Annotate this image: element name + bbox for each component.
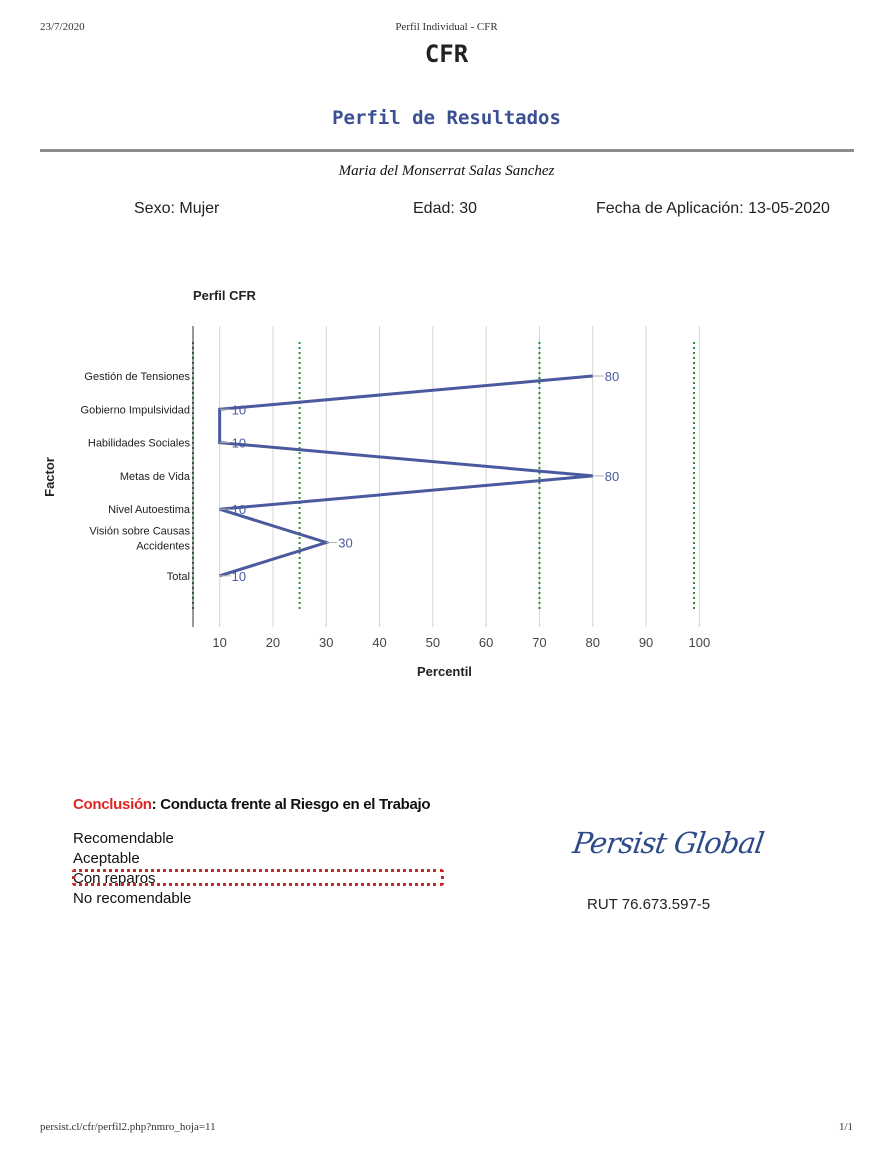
x-tick-label-30: 30: [319, 635, 334, 650]
option-aceptable: Aceptable: [73, 850, 140, 867]
chart-category-labels: [81, 371, 191, 583]
x-tick-label-90: 90: [638, 635, 654, 650]
x-tick-label-100: 100: [688, 635, 711, 650]
category-label-gobierno-impulsividad: Gobierno Impulsividad: [80, 404, 190, 417]
data-label-gestion-de-tensiones: 80: [604, 369, 620, 384]
category-label-vision-sobre-causas-accidentes: Visión sobre Causas Accidentes: [89, 525, 190, 553]
company-logo: Persist Global: [570, 826, 766, 860]
x-tick-label-20: 20: [265, 635, 281, 650]
option-con-reparos: Con reparos: [73, 869, 191, 889]
data-label-gobierno-impulsividad: 10: [231, 402, 247, 418]
category-label-total: Total: [166, 570, 190, 583]
conclusion-heading: [73, 796, 430, 813]
chart-grid: [220, 326, 700, 627]
conclusion-options: [73, 829, 191, 909]
category-label-habilidades-sociales: Habilidades Sociales: [87, 437, 190, 450]
company-rut: RUT 76.673.597-5: [587, 896, 711, 913]
x-tick-label-80: 80: [585, 635, 600, 650]
category-label-gestion-de-tensiones: Gestión de Tensiones: [84, 371, 190, 383]
chart-title: Perfil CFR: [193, 288, 256, 303]
x-tick-label-60: 60: [478, 635, 494, 650]
option-recomendable: Recomendable: [73, 830, 174, 847]
data-label-nivel-autoestima: 10: [231, 502, 247, 518]
chart-x-ticks: [212, 635, 710, 650]
print-date: 23/7/2020: [40, 21, 85, 33]
print-page-title: Perfil Individual - CFR: [395, 21, 498, 33]
conclusion-label: Conclusión: [73, 796, 152, 813]
section-title: Perfil de Resultados: [332, 107, 561, 129]
category-label-metas-de-vida: Metas de Vida: [119, 470, 190, 483]
chart-xlabel: Percentil: [417, 664, 472, 679]
print-page-number: 1/1: [839, 1121, 854, 1133]
print-url: persist.cl/cfr/perfil2.php?nmro_hoja=11: [40, 1121, 216, 1133]
application-date-field: Fecha de Aplicación: 13-05-2020: [596, 200, 830, 217]
sex-field: Sexo: Mujer: [134, 200, 220, 217]
chart-series: [220, 369, 620, 584]
option-no-recomendable: No recomendable: [73, 890, 192, 907]
conclusion-text: : Conducta frente al Riesgo en el Trabajo: [151, 796, 431, 813]
data-label-habilidades-sociales: 10: [231, 435, 247, 451]
x-tick-label-40: 40: [372, 635, 387, 650]
series-line: [220, 376, 593, 576]
data-label-vision-sobre-causas-accidentes: 30: [338, 535, 353, 551]
person-name: Maria del Monserrat Salas Sanchez: [338, 163, 555, 179]
x-tick-label-50: 50: [425, 635, 441, 650]
data-label-total: 10: [231, 568, 247, 584]
data-label-metas-de-vida: 80: [604, 468, 620, 484]
document-title: CFR: [424, 40, 469, 68]
chart-ylabel: Factor: [42, 457, 57, 497]
x-tick-label-70: 70: [532, 635, 547, 650]
category-label-nivel-autoestima: Nivel Autoestima: [108, 504, 190, 517]
x-tick-label-10: 10: [212, 635, 227, 650]
age-field: Edad: 30: [413, 200, 478, 217]
